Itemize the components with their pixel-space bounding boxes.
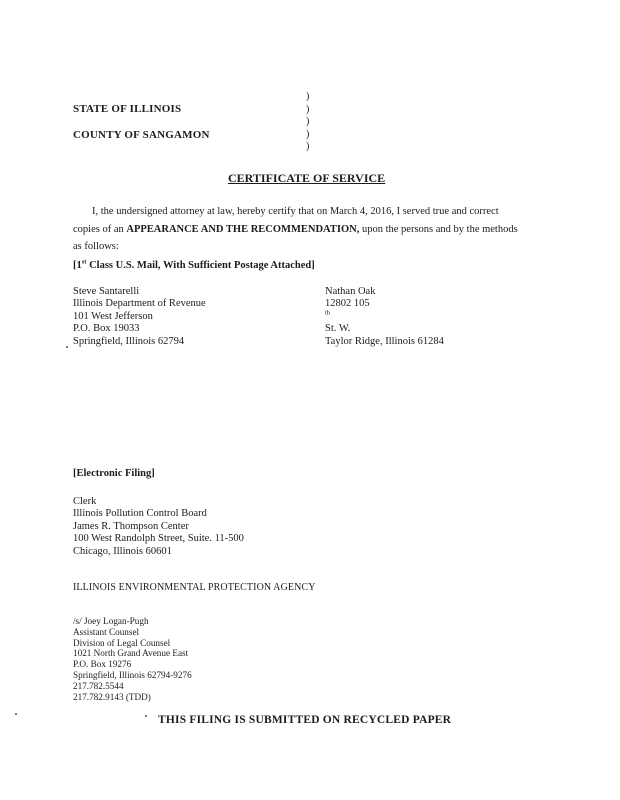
- scan-speck: [145, 715, 147, 717]
- recycled-paper-footer: THIS FILING IS SUBMITTED ON RECYCLED PAPER: [158, 714, 452, 726]
- body-line-3: as follows:: [73, 241, 119, 252]
- state-caption: STATE OF ILLINOIS: [73, 103, 182, 115]
- body-line-2: copies of an APPEARANCE AND THE RECOMMENDATION, upon the persons and by the methods: [73, 224, 518, 235]
- signature-block: /s/ Joey Logan-Pugh Assistant Counsel Division of Legal Counsel 1021 North Grand Avenue East P.O. Box 19276 Springfield, Illinois 62794-9276 217.782.5544 217.782.9143 (TDD): [73, 616, 192, 702]
- body-line-1: I, the undersigned attorney at law, hereby certify that on March 4, 2016, I served true and correct: [92, 206, 499, 217]
- electronic-filing-header: [Electronic Filing]: [73, 468, 155, 479]
- scan-speck: [66, 346, 68, 348]
- document-name: APPEARANCE AND THE RECOMMENDATION,: [126, 224, 360, 235]
- recipient-right-address: Nathan Oak 12802 105 $^{th}$ St. W. Taylor Ridge, Illinois 61284: [325, 286, 444, 347]
- agency-name: ILLINOIS ENVIRONMENTAL PROTECTION AGENCY: [73, 582, 316, 593]
- mail-method-header: [1st Class U.S. Mail, With Sufficient Postage Attached]: [73, 258, 315, 271]
- recipient-left-address: Steve Santarelli Illinois Department of Revenue 101 West Jefferson P.O. Box 19033 Springfield, Illinois 62794: [73, 286, 206, 347]
- clerk-address: Clerk Illinois Pollution Control Board James R. Thompson Center 100 West Randolph Street, Suite. 11-500 Chicago, Illinois 60601: [73, 496, 244, 557]
- document-title: CERTIFICATE OF SERVICE: [228, 171, 386, 185]
- scan-speck: [15, 713, 17, 715]
- caption-parentheses: ) ) ) ) ): [306, 91, 310, 152]
- county-caption: COUNTY OF SANGAMON: [73, 129, 210, 141]
